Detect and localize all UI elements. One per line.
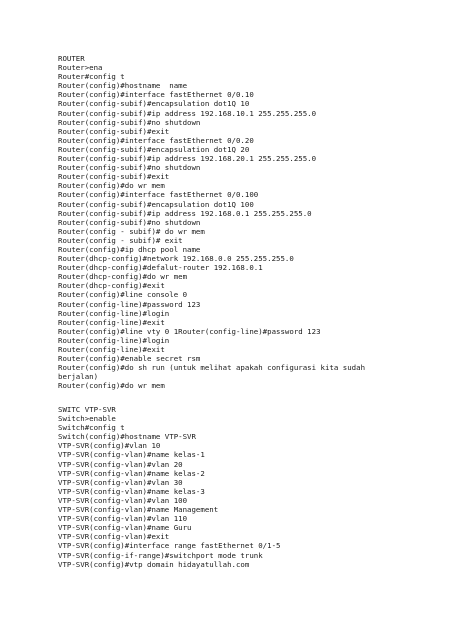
switch-config-line: SWITC VTP-SVR (58, 405, 116, 414)
switch-config-line: VTP-SVR(config-if-range)#switchport mode trunk (58, 550, 263, 560)
router-config-line: Router(config-subif)#no shutdown (58, 117, 201, 127)
router-config-line: Router(config-subif)#no shutdown (58, 163, 201, 173)
switch-config-line: VTP-SVR(config-vlan)#name kelas-3 (58, 486, 205, 496)
router-config-line: Router(config)#do wr mem (58, 181, 165, 191)
router-config-line: Router(config-subif)#encapsulation dot1Q 10 (58, 99, 250, 109)
router-config-line: Router(config-subif)#exit (58, 172, 170, 182)
switch-config-line: Switch(config)#hostname VTP-SVR (58, 432, 196, 442)
router-config-line: Router(config)#do wr mem (58, 381, 165, 391)
switch-config-line: VTP-SVR(config-vlan)#name kelas-1 (58, 450, 205, 460)
router-config-line: Router(config)#line console 0 (58, 290, 188, 300)
router-config-line: Router(dhcp-config)#defalut-router 192.168.0.1 (58, 263, 263, 273)
router-config-line: Router(config-subif)#ip address 192.168.10.1 255.255.255.0 (58, 108, 317, 118)
switch-config-line: VTP-SVR(config-vlan)#name kelas-2 (58, 468, 205, 478)
switch-config-line: VTP-SVR(config-vlan)#vlan 110 (58, 514, 188, 524)
router-config-line: Router(config)#enable secret rsm (58, 354, 201, 364)
switch-config-line: VTP-SVR(config)#interface range fastEthernet 0/1-5 (58, 541, 281, 551)
router-config-line: Router(config-subif)#ip address 192.168.0.1 255.255.255.0 (58, 208, 312, 218)
switch-config-line: VTP-SVR(config-vlan)#name Management (58, 505, 219, 515)
router-config-line: Router>ena (58, 63, 103, 73)
router-config-line: Router(config)#hostname name (58, 81, 188, 91)
router-config-line: Router(config-subif)#no shutdown (58, 217, 201, 227)
router-config-line: Router(config-line)#password 123 (58, 299, 201, 309)
switch-config-line: VTP-SVR(config-vlan)#vlan 100 (58, 495, 188, 505)
router-config-line: Router(config)#do sh run (untuk melihat apakah configurasi kita sudah (58, 363, 366, 373)
switch-config-line: VTP-SVR(config-vlan)#vlan 30 (58, 477, 183, 487)
router-config-line: Router(config - subif)# do wr mem (58, 226, 205, 236)
router-config-line: Router#config t (58, 72, 125, 82)
router-config-line: Router(config-subif)#encapsulation dot1Q 100 (58, 199, 254, 209)
router-config-line: Router(config-subif)#ip address 192.168.20.1 255.255.255.0 (58, 154, 317, 164)
switch-config-line: Switch#config t (58, 423, 125, 433)
router-config-line: berjalan) (58, 372, 99, 382)
router-config-block (58, 54, 458, 390)
router-config-line: Router(config)#interface fastEthernet 0/0.20 (58, 135, 254, 145)
router-config-line: Router(config-line)#exit (58, 345, 165, 354)
switch-config-block (58, 405, 458, 569)
router-config-line: Router(config-line)#login (58, 335, 170, 345)
router-config-line: Router(config)#interface fastEthernet 0/0.100 (58, 190, 259, 200)
router-config-line: Router(config)#interface fastEthernet 0/0.10 (58, 90, 254, 100)
router-config-line: Router(dhcp-config)#exit (58, 281, 165, 291)
switch-config-line: VTP-SVR(config-vlan)#vlan 20 (58, 459, 183, 469)
switch-config-line: VTP-SVR(config)#vtp domain hidayatullah.com (58, 559, 250, 569)
router-config-line: Router(config-subif)#exit (58, 126, 170, 136)
router-config-line: Router(config-line)#login (58, 308, 170, 318)
router-config-line: Router(config-line)#exit (58, 317, 165, 327)
router-config-line: Router(config-subif)#encapsulation dot1Q 20 (58, 144, 250, 154)
router-config-line: Router(config)#line vty 0 1Router(config-line)#password 123 (58, 326, 321, 336)
router-config-line: Router(config - subif)# exit (58, 235, 183, 245)
router-config-line: ROUTER (58, 54, 85, 63)
router-config-line: Router(dhcp-config)#network 192.168.0.0 255.255.255.0 (58, 254, 294, 264)
switch-config-line: Switch>enable (58, 414, 116, 424)
switch-config-line: VTP-SVR(config-vlan)#exit (58, 532, 170, 542)
switch-config-line: VTP-SVR(config)#vlan 10 (58, 441, 161, 451)
switch-config-line: VTP-SVR(config-vlan)#name Guru (58, 523, 192, 533)
router-config-line: Router(config)#ip dhcp pool name (58, 244, 201, 254)
router-config-line: Router(dhcp-config)#do wr mem (58, 272, 188, 282)
